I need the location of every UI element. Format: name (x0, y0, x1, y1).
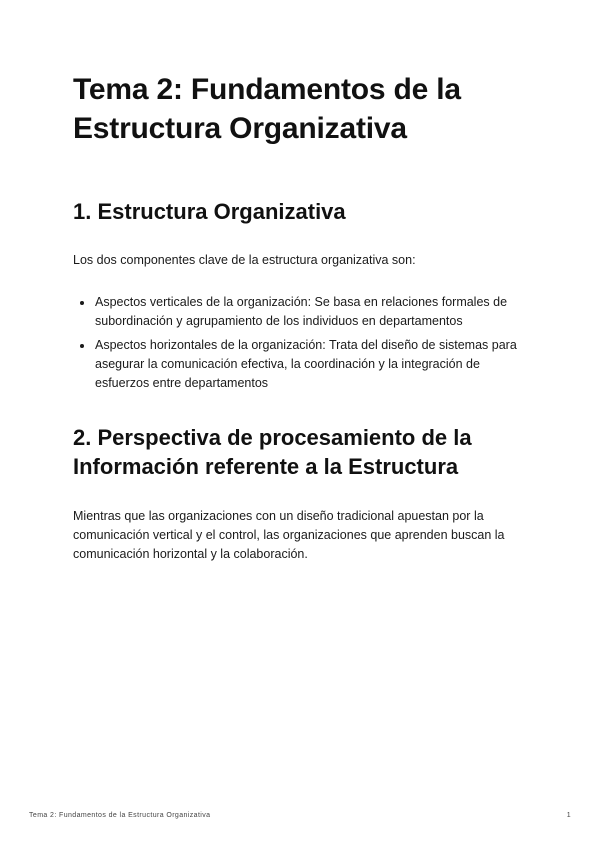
bullet-text: Aspectos horizontales de la organización: Trata del diseño de sistemas para asegurar la comunicación efectiva, la coordinación y la integración de esfuerzos entre departamentos (95, 338, 517, 390)
section-paragraph: Mientras que las organizaciones con un diseño tradicional apuestan por la comunicación vertical y el control, las organizaciones que aprenden buscan la comunicación horizontal y la colaboración. (73, 509, 505, 561)
section-heading: 1. Estructura Organizativa (73, 199, 346, 224)
section-heading: 2. Perspectiva de procesamiento de la Información referente a la Estructura (73, 425, 472, 479)
bullet-icon (80, 301, 84, 305)
bullet-item (73, 293, 533, 331)
section-intro: Los dos componentes clave de la estructura organizativa son: (73, 253, 416, 267)
bullet-item (73, 336, 533, 393)
page-number: 1 (566, 812, 571, 819)
section-perspectiva-procesamiento (73, 423, 533, 564)
bullet-text: Aspectos verticales de la organización: Se basa en relaciones formales de subordinación y agrupamiento de los individuos en departamentos (95, 295, 508, 328)
section-estructura-organizativa (73, 197, 533, 393)
page-footer (29, 810, 571, 822)
document-title: Tema 2: Fundamentos de la Estructura Organizativa (73, 73, 461, 145)
document-content (73, 70, 533, 564)
footer-title: Tema 2: Fundamentos de la Estructura Organizativa (29, 812, 211, 819)
bullet-list (73, 293, 533, 393)
bullet-icon (80, 344, 84, 348)
